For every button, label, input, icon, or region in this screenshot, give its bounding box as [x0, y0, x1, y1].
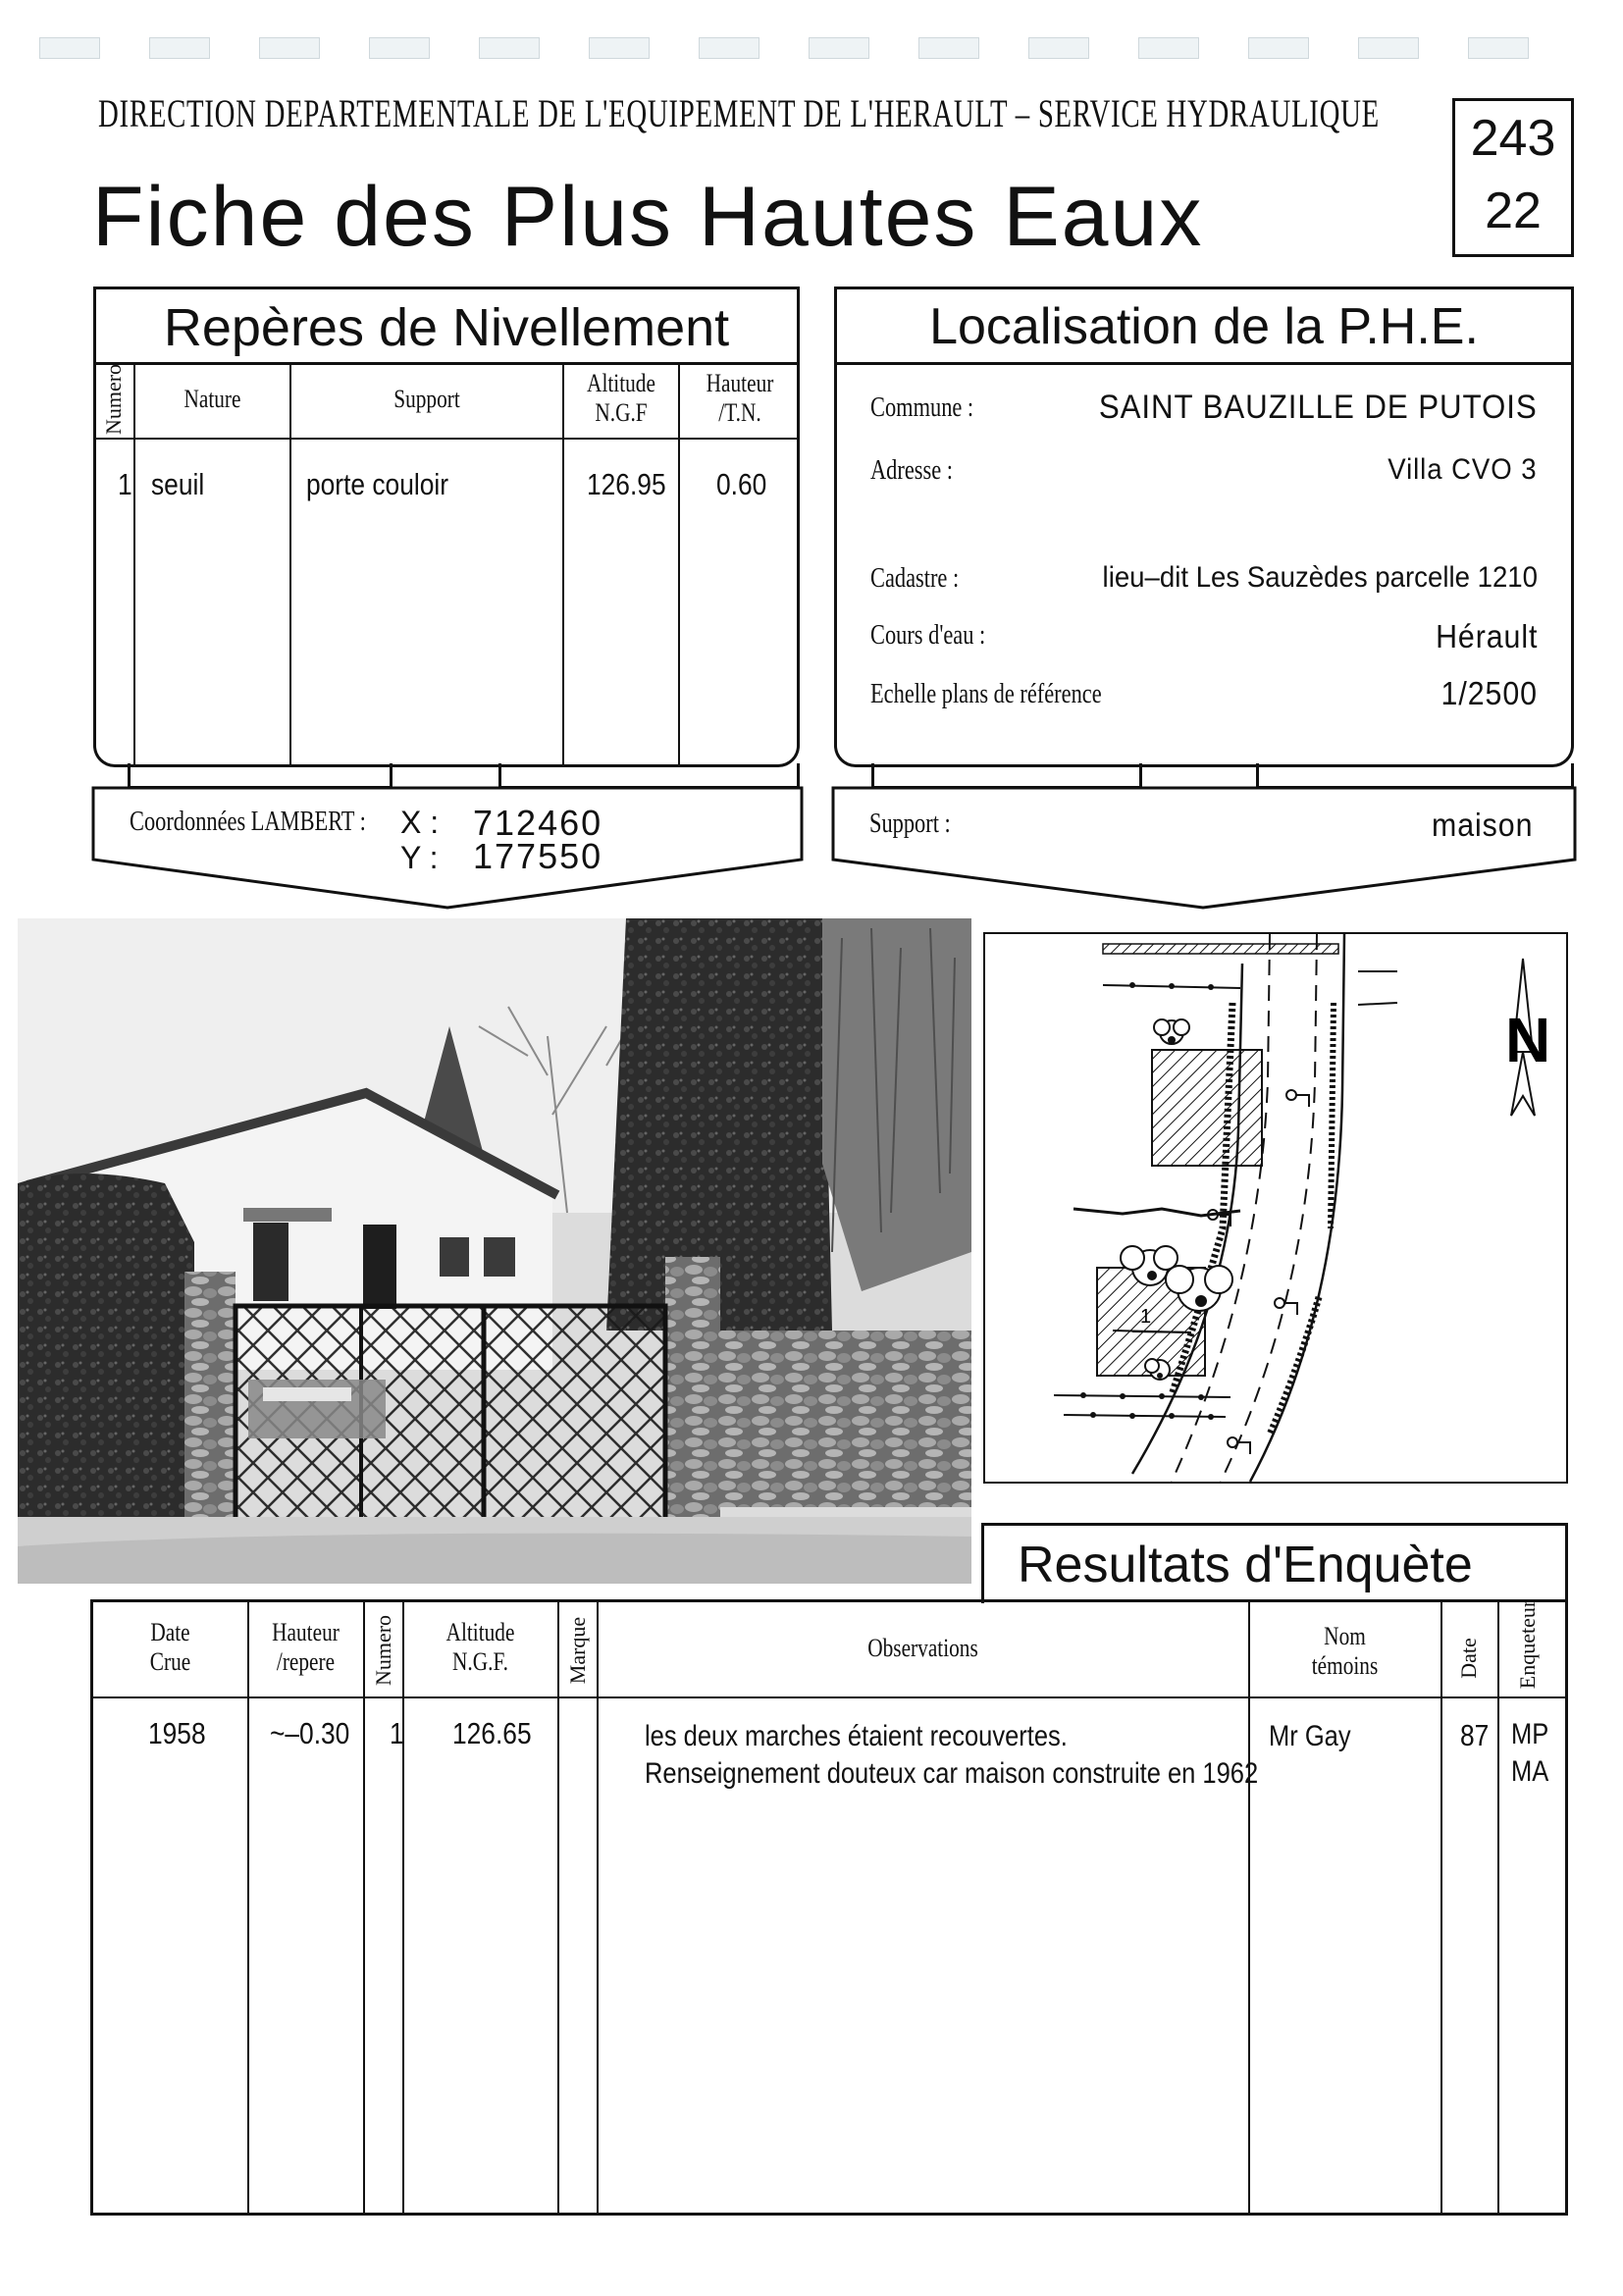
echelle-value: 1/2500 — [1440, 675, 1538, 711]
resultat-enqueteur-line1: MP — [1511, 1718, 1549, 1750]
resultat-observation-line1: les deux marches étaient recouvertes. — [645, 1720, 1068, 1752]
fiche-number-top: 243 — [1470, 110, 1556, 167]
map-marker-label: 1 — [1140, 1306, 1152, 1328]
support-box — [830, 785, 1578, 913]
col-nom-temoins-header: Nom témoins — [1311, 1622, 1379, 1680]
col-date-header: Date — [1456, 1638, 1481, 1679]
repere-altitude: 126.95 — [587, 467, 666, 501]
lambert-x-label: X : — [400, 805, 440, 840]
fiche-number-bottom: 22 — [1485, 183, 1542, 239]
north-label: N — [1505, 1005, 1551, 1075]
commune-value: SAINT BAUZILLE DE PUTOIS — [1099, 389, 1538, 426]
location-map — [985, 934, 1566, 1482]
adresse-label: Adresse : — [870, 455, 953, 486]
resultat-date: 87 — [1460, 1718, 1490, 1752]
support-label: Support : — [869, 809, 951, 839]
resultats-title: Resultats d'Enquète — [1018, 1537, 1473, 1593]
support-value: maison — [1431, 807, 1533, 843]
page-title: Fiche des Plus Hautes Eaux — [92, 170, 1204, 264]
cours-label: Cours d'eau : — [870, 620, 986, 651]
col-hauteur-repere-header: Hauteur /repere — [272, 1618, 340, 1676]
localisation-title-box — [834, 287, 1574, 365]
lambert-y-label: Y : — [400, 840, 439, 875]
cours-value: Hérault — [1435, 618, 1538, 654]
col-enqueteur-header: Enqueteur — [1515, 1599, 1540, 1690]
col-numero-header: Numero — [101, 363, 126, 436]
resultat-hauteur: ~–0.30 — [270, 1716, 350, 1750]
cadastre-label: Cadastre : — [870, 563, 960, 594]
repere-hauteur: 0.60 — [716, 467, 767, 501]
repere-support: porte couloir — [306, 467, 449, 501]
lambert-y-value: 177550 — [473, 836, 603, 876]
lambert-label: Coordonnées LAMBERT : — [130, 807, 366, 837]
house-photo — [18, 918, 971, 1584]
localisation-panel — [834, 363, 1574, 767]
col-observations-header: Observations — [867, 1634, 978, 1662]
resultat-numero: 1 — [390, 1716, 404, 1750]
col-date-crue-header: Date Crue — [149, 1618, 191, 1676]
resultat-date-crue: 1958 — [148, 1716, 206, 1750]
repere-numero: 1 — [118, 467, 132, 501]
echelle-label: Echelle plans de référence — [870, 679, 1102, 709]
resultat-observation-line2: Renseignement douteux car maison construite en 1962 — [645, 1757, 1259, 1790]
fiche-number-box — [1452, 98, 1574, 257]
commune-label: Commune : — [870, 392, 974, 423]
localisation-title: Localisation de la P.H.E. — [929, 298, 1479, 355]
resultats-title-box — [981, 1523, 1568, 1603]
col-nature-header: Nature — [183, 385, 241, 413]
col-altitude-header: Altitude N.G.F — [587, 369, 655, 427]
col-support-header: Support — [393, 385, 460, 413]
cadastre-value: lieu–dit Les Sauzèdes parcelle 1210 — [1102, 561, 1538, 594]
col-altitude-ngf-header: Altitude N.G.F. — [445, 1618, 515, 1676]
col-marque-header: Marque — [565, 1616, 590, 1685]
lambert-box — [90, 785, 805, 913]
repere-nature: seuil — [151, 467, 205, 501]
resultat-nom-temoin: Mr Gay — [1269, 1720, 1351, 1752]
col-hauteur-header: Hauteur /T.N. — [706, 369, 774, 427]
binder-holes — [39, 37, 1584, 59]
reperes-title: Repères de Nivellement — [163, 298, 730, 357]
resultat-altitude: 126.65 — [452, 1716, 532, 1750]
department-header: DIRECTION DEPARTEMENTALE DE L'EQUIPEMENT DE L'HERAULT – SERVICE HYDRAULIQUE — [98, 91, 1380, 135]
col-numero-header: Numero — [371, 1614, 395, 1687]
adresse-value: Villa CVO 3 — [1387, 453, 1538, 486]
resultats-table — [90, 1599, 1568, 2216]
reperes-title-box — [93, 287, 800, 365]
lambert-x-value: 712460 — [473, 803, 603, 843]
reperes-table — [93, 363, 800, 767]
resultat-enqueteur-line2: MA — [1511, 1755, 1549, 1788]
